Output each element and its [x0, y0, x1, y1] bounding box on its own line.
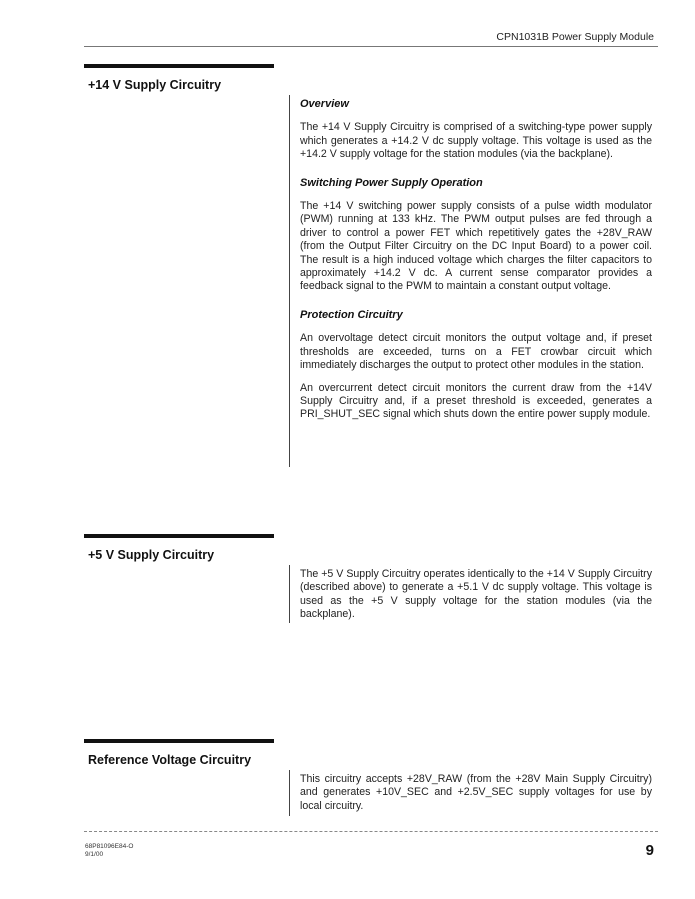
running-header: CPN1031B Power Supply Module: [496, 31, 654, 43]
subheading-overview: Overview: [300, 98, 349, 110]
section-title-5v: +5 V Supply Circuitry: [88, 548, 215, 562]
section-bar: [84, 534, 274, 538]
section-body-14v: [300, 98, 652, 431]
section-divider-line: [289, 565, 290, 623]
paragraph: The +14 V Supply Circuitry is comprised of a switching-type power supply which generates a +14.2 V dc supply voltage. This voltage is used as the +14.2 V supply voltage for the station modules (via the backplane).: [300, 121, 652, 161]
section-divider-line: [289, 95, 290, 467]
header-rule: [84, 46, 658, 47]
page-number: 9: [645, 842, 654, 859]
section-bar: [84, 64, 274, 68]
section-divider-line: [289, 770, 290, 816]
paragraph: The +5 V Supply Circuitry operates identically to the +14 V Supply Circuitry (described above) to generate a +5.1 V dc supply voltage. This voltage is used as the +5 V supply voltage for the station modules (via the backplane).: [300, 568, 652, 621]
footer-rule: [84, 831, 658, 832]
section-title-reference-voltage: Reference Voltage Circuitry: [88, 753, 252, 767]
section-title-14v: +14 V Supply Circuitry: [88, 78, 222, 92]
paragraph: An overcurrent detect circuit monitors the current draw from the +14V Supply Circuitry and, if a preset threshold is exceeded, generates a PRI_SHUT_SEC signal which shuts down the entire power supply module.: [300, 381, 652, 421]
section-body-reference-voltage: [300, 773, 652, 822]
paragraph: The +14 V switching power supply consists of a pulse width modulator (PWM) running at 133 kHz. The PWM output pulses are fed through a driver to control a power FET which repetitively gates the +28V_RAW (from the Output Filter Circuitry on the DC Input Board) to a power coil. The result is a high induced voltage which charges the filter capacitors to approximately +14.2 V dc. A current sense comparator provides a feedback signal to the PWM to maintain a constant output voltage.: [300, 200, 652, 293]
footer-doc-info: [85, 843, 133, 859]
paragraph: This circuitry accepts +28V_RAW (from the +28V Main Supply Circuitry) and generates +10V_SEC and +2.5V_SEC supply voltages for use by local circuitry.: [300, 773, 652, 812]
doc-code: 68P81096E84-O: [85, 843, 134, 850]
section-bar: [84, 739, 274, 743]
section-body-5v: [300, 568, 652, 631]
subheading-protection: Protection Circuitry: [300, 308, 403, 321]
paragraph: An overvoltage detect circuit monitors the output voltage and, if preset thresholds are exceeded, turns on a FET crowbar circuit which immediately discharges the output to protect other modules in the station.: [300, 332, 652, 372]
doc-date: 9/1/00: [85, 851, 104, 858]
subheading-switching: Switching Power Supply Operation: [300, 176, 483, 189]
